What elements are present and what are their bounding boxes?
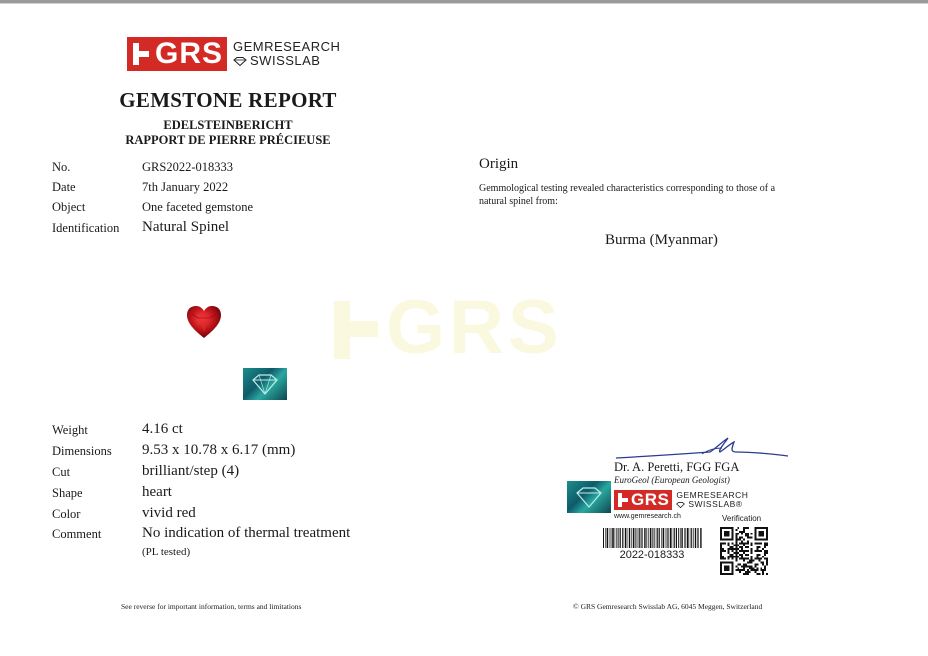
shape-label: Shape (52, 486, 83, 500)
cut-value: brilliant/step (4) (142, 463, 240, 479)
comment-value: No indication of thermal treatment (142, 525, 351, 541)
logo-small-line1: GEMRESEARCH (676, 490, 749, 500)
logo-mark-text: GRS (155, 37, 224, 70)
dimensions-value: 9.53 x 10.78 x 6.17 (mm) (142, 442, 296, 458)
footer-disclaimer: See reverse for important information, terms and limitations (121, 602, 302, 611)
object-label: Object (52, 200, 86, 214)
diamond-small-icon (676, 502, 685, 508)
identification-value: Natural Spinel (142, 219, 230, 235)
no-label: No. (52, 160, 71, 174)
dimensions-label: Dimensions (52, 444, 112, 458)
hologram-diamond-icon-small (567, 481, 611, 513)
swiss-cross-small-icon (617, 492, 629, 508)
grs-watermark (330, 284, 563, 370)
website-link[interactable]: www.gemresearch.ch (614, 513, 681, 520)
watermark-cross-icon (330, 295, 380, 359)
verification-label: Verification (722, 514, 762, 523)
object-value: One faceted gemstone (142, 200, 254, 214)
barcode-number: 2022-018333 (619, 549, 685, 561)
origin-value: Burma (Myanmar) (605, 232, 718, 248)
diamond-icon (233, 57, 247, 66)
top-border-shadow (0, 3, 928, 4)
grs-logo-small-red-box (614, 490, 672, 510)
grs-logo-red-box (127, 37, 227, 71)
grs-logo (127, 37, 340, 71)
origin-heading: Origin (479, 156, 519, 172)
logo-line1: GEMRESEARCH (233, 39, 341, 54)
identification-label: Identification (52, 221, 120, 235)
color-value: vivid red (142, 505, 196, 521)
heart-gem-image (186, 304, 222, 340)
logo-small-line2: SWISSLAB® (688, 499, 743, 509)
report-number: GRS2022-018333 (142, 160, 233, 174)
logo-small-wordmark (676, 491, 748, 509)
hologram-seal (243, 368, 287, 400)
swiss-cross-icon (131, 41, 151, 67)
weight-label: Weight (52, 423, 88, 437)
cut-label: Cut (52, 465, 71, 479)
report-subtitle-french: RAPPORT DE PIERRE PRÉCIEUSE (125, 133, 331, 147)
footer-copyright: © GRS Gemresearch Swisslab AG, 6045 Meggen, Switzerland (573, 602, 763, 611)
date-label: Date (52, 180, 76, 194)
grs-logo-small (614, 490, 748, 510)
comment-note: (PL tested) (142, 546, 191, 558)
weight-value: 4.16 ct (142, 421, 183, 437)
origin-description: Gemmological testing revealed characteristics corresponding to those of a natural spinel from: (479, 183, 776, 207)
color-label: Color (52, 507, 81, 521)
logo-line2: SWISSLAB (250, 53, 321, 68)
signatory-name: Dr. A. Peretti, FGG FGA (614, 460, 740, 474)
hologram-diamond-icon (243, 368, 287, 400)
watermark-text: GRS (386, 284, 563, 370)
shape-value: heart (142, 484, 172, 500)
hologram-seal-small (567, 481, 611, 513)
barcode (602, 528, 702, 548)
report-subtitle-german: EDELSTEINBERICHT (163, 118, 293, 132)
comment-label: Comment (52, 527, 102, 541)
signatory-title: EuroGeol (European Geologist) (614, 475, 730, 485)
report-date: 7th January 2022 (142, 180, 229, 194)
logo-wordmark (233, 40, 340, 68)
logo-small-mark-text: GRS (631, 490, 670, 509)
report-title: GEMSTONE REPORT (119, 88, 337, 112)
qr-code[interactable] (720, 527, 768, 575)
